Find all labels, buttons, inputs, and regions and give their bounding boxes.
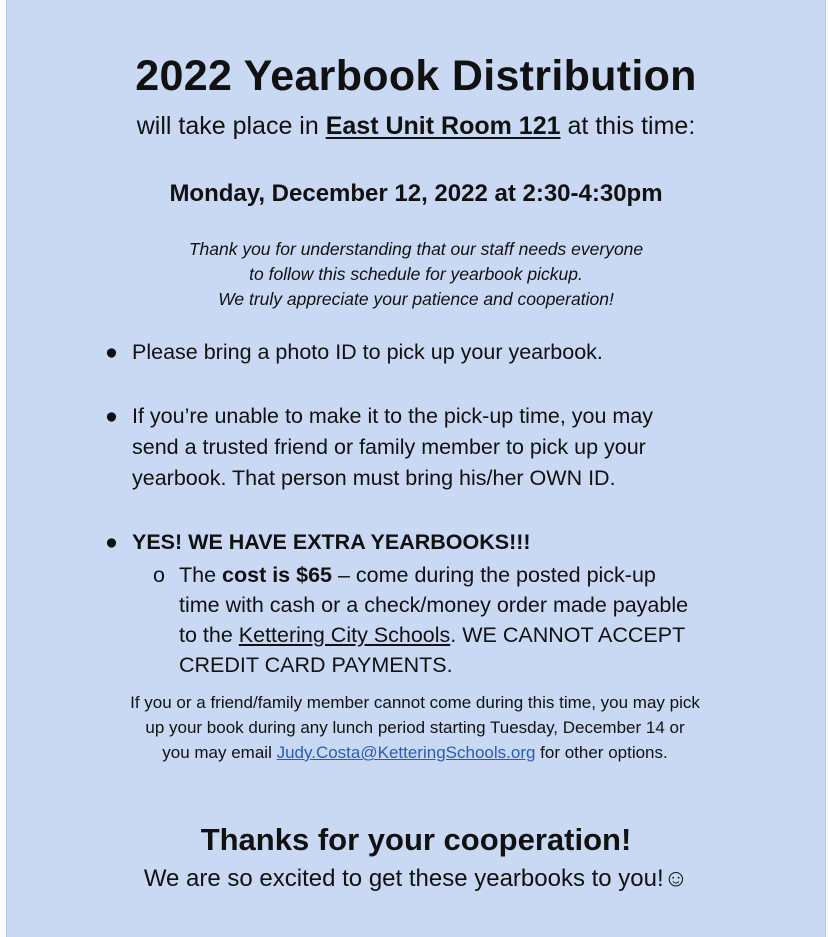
note-line: If you or a friend/family member cannot come during this time, you may pick [130,693,700,712]
list-item-line: If you’re unable to make it to the pick-up time, you may [132,404,654,428]
bullet-icon: ● [105,404,118,428]
list-item-photo-id [105,337,785,368]
sub-item-cost [105,560,785,680]
thank-you-line: Thank you for understanding that our staff needs everyone [188,239,644,259]
note-text: you may email [162,743,277,762]
list-item-line: send a trusted friend or family member to pick up your [132,435,646,459]
smiley-icon: ☺ [663,865,689,892]
list-item-proxy-pickup [105,401,785,494]
thank-you-line: We truly appreciate your patience and cooperation! [218,289,614,309]
note-text: for other options. [535,743,668,762]
location-prefix: will take place in [136,112,326,140]
event-date: Monday, December 12, 2022 at 2:30-4:30pm [169,180,663,207]
closing-text: We are so excited to get these yearbooks to you! [143,865,664,892]
list-item-extra-yearbooks [105,527,785,558]
location-name: East Unit Room 121 [325,112,561,140]
list-item-line: yearbook. That person must bring his/her OWN ID. [132,466,616,490]
note-line: up your book during any lunch period starting Tuesday, December 14 or [145,718,685,737]
location-suffix: at this time: [560,112,696,140]
bullet-icon: ● [105,340,118,364]
sub-item-line [179,620,785,650]
sub-item-text: The [179,563,223,587]
sub-item-text: . WE CANNOT ACCEPT [450,623,686,647]
list-item-text: Please bring a photo ID to pick up your yearbook. [132,340,603,364]
alternate-pickup-note [27,690,803,765]
email-link[interactable]: Judy.Costa@KetteringSchools.org [276,743,536,762]
sub-item-text: to the [179,623,239,647]
sub-item-line: time with cash or a check/money order made payable [179,593,689,617]
instructions-list [105,337,785,680]
sub-bullet-icon: o [153,563,165,587]
closing-title: Thanks for your cooperation! [200,822,632,857]
thank-you-line: to follow this schedule for yearbook pickup. [249,264,583,284]
cost-text: cost is $65 [222,563,332,587]
bullet-icon: ● [105,530,118,554]
list-item-heading: YES! WE HAVE EXTRA YEARBOOKS!!! [132,530,531,554]
page-title: 2022 Yearbook Distribution [135,52,697,100]
flyer-page [6,0,826,937]
sub-item-text: – come during the posted pick-up [332,563,656,587]
closing-message [7,865,825,893]
note-line [27,740,803,765]
sub-item-line: CREDIT CARD PAYMENTS. [179,653,453,677]
payee-name: Kettering City Schools [238,623,451,647]
thank-you-note [7,237,825,312]
location-line [7,112,825,141]
sub-item-line [179,560,785,590]
